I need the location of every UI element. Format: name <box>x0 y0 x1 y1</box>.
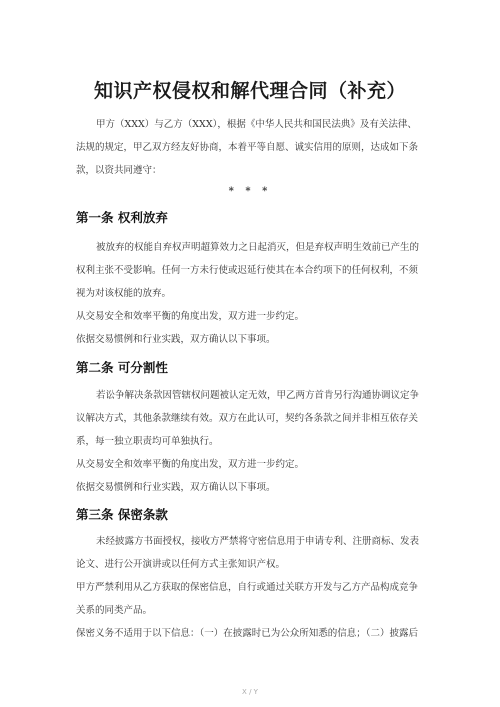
section-1-paragraph-2: 从交易安全和效率平衡的角度出发，双方进一步约定。 <box>76 311 305 322</box>
section-3-paragraph-1: 未经披露方书面授权，接收方严禁将守密信息用于申请专利、注册商标、发表论文、进行公开演讲或以任何方式主张知识产权。 <box>76 536 420 570</box>
section-heading-1: 第一条 权利放弃 <box>76 210 168 225</box>
section-2-paragraph-2: 从交易安全和效率平衡的角度出发，双方进一步约定。 <box>76 459 305 470</box>
section-2-paragraph-3: 依据交易惯例和行业实践，双方确认以下事项。 <box>76 482 276 493</box>
section-1-paragraph-3: 依据交易惯例和行业实践，双方确认以下事项。 <box>76 334 276 345</box>
page-number: X / Y <box>242 688 258 696</box>
section-3-paragraph-3: 保密义务不适用于以下信息：（一）在披露时已为公众所知悉的信息；（二）披露后 <box>76 628 419 639</box>
section-separator: * * * <box>228 186 272 197</box>
document-title: 知识产权侵权和解代理合同（补充） <box>93 80 406 102</box>
preamble-paragraph: 甲方（XXX）与乙方（XXX），根据《中华人民共和国民法典》及有关法律、法规的规定，甲乙双方经友好协商，本着平等自愿、诚实信用的原则，达成如下条款，以资共同遵守： <box>76 119 419 176</box>
section-3-paragraph-2: 甲方严禁利用从乙方获取的保密信息，自行或通过关联方开发与乙方产品构成竞争关系的同类产品。 <box>76 582 419 616</box>
section-heading-3: 第三条 保密条款 <box>76 507 168 522</box>
section-1-paragraph-1: 被放弃的权能自弃权声明超算效力之日起消灭，但是弃权声明生效前已产生的权利主张不受影响。任何一方未行使或迟延行使其在本合约项下的任何权利，不须视为对该权能的放弃。 <box>76 242 420 299</box>
section-heading-2: 第二条 可分割性 <box>76 360 168 375</box>
section-2-paragraph-1: 若讼争解决条款因管辖权问题被认定无效，甲乙两方首肯另行沟通协调议定争议解决方式，其他条款继续有效。双方在此认可，契约各条款之间并非相互依存关系，每一独立职责均可单独执行。 <box>76 390 420 447</box>
